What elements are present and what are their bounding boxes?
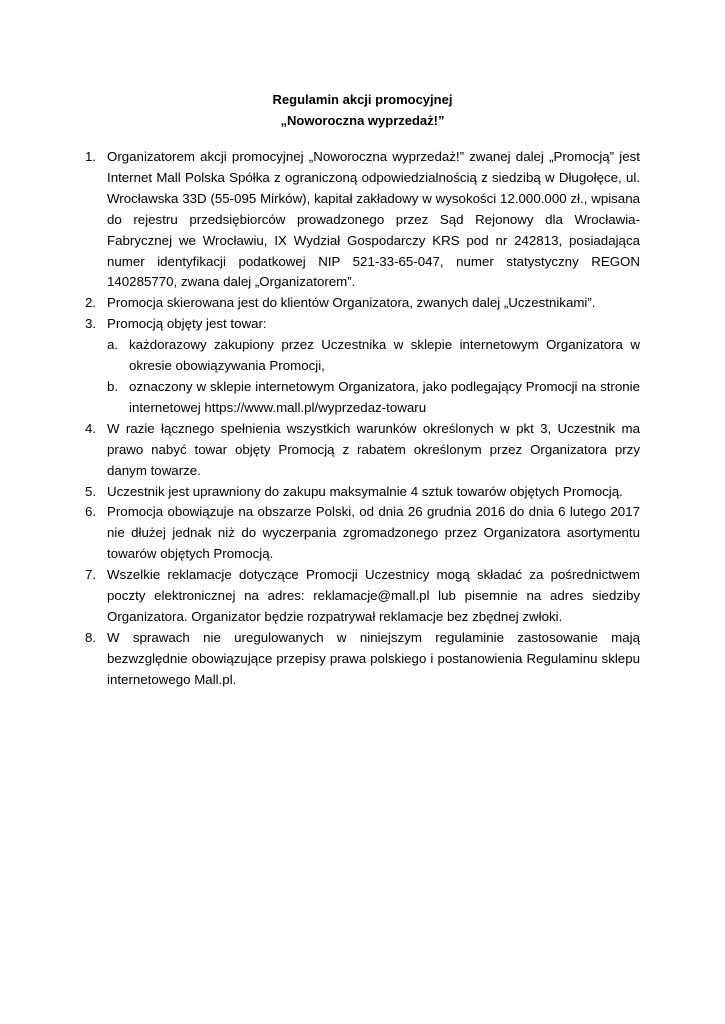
subitem-text: oznaczony w sklepie internetowym Organizatora, jako podlegający Promocji na stronie internetowej https://www.mall.pl/wyprzedaz-towaru	[129, 378, 640, 415]
rule-text: Wszelkie reklamacje dotyczące Promocji Uczestnicy mogą składać za pośrednictwem poczty elektronicznej na adres: reklamacje@mall.pl lub pisemnie na adres siedziby Organizatora. Organizator będzie rozpatrywał reklamacje bez zbędnej zwłoki.	[107, 567, 640, 624]
subitem-text: każdorazowy zakupiony przez Uczestnika w sklepie internetowym Organizatora w okresie obowiązywania Promocji,	[129, 337, 640, 374]
rule-text: Promocją objęty jest towar:	[107, 316, 267, 332]
title-line-1: Regulamin akcji promocyjnej	[272, 92, 453, 107]
rule-item-1	[85, 147, 640, 293]
subitem-letter: a.	[107, 337, 119, 353]
rule-3-subitems	[107, 335, 640, 419]
rule-text: W razie łącznego spełnienia wszystkich warunków określonych w pkt 3, Uczestnik ma prawo nabyć towar objęty Promocją z rabatem określonym przez Organizatora przy danym towarze.	[107, 420, 640, 478]
title-line-2: „Noworoczna wyprzedaż!”	[280, 113, 445, 128]
rules-list	[85, 147, 640, 691]
rule-number: 6.	[85, 504, 97, 520]
document-title	[0, 89, 725, 131]
rule-number: 2.	[85, 295, 97, 311]
rule-number: 5.	[85, 483, 97, 499]
rule-number: 1.	[85, 149, 97, 164]
rule-number: 8.	[85, 629, 97, 645]
rule-item-4	[85, 419, 640, 482]
rule-number: 3.	[85, 316, 97, 332]
rule-text: Uczestnik jest uprawniony do zakupu maksymalnie 4 sztuk towarów objętych Promocją.	[107, 483, 623, 499]
rule-item-5	[85, 482, 640, 503]
rule-number: 4.	[85, 420, 97, 436]
subitem-b	[107, 377, 640, 419]
rule-text: Promocja skierowana jest do klientów Organizatora, zwanych dalej „Uczestnikami”.	[107, 295, 596, 311]
rule-item-8	[85, 628, 640, 691]
subitem-letter: b.	[107, 378, 119, 394]
rule-text: Organizatorem akcji promocyjnej „Noworoczna wyprzedaż!” zwanej dalej „Promocją” jest Internet Mall Polska Spółka z ograniczoną odpowiedzialnością z siedzibą w Długołęce, ul. Wrocławska 33D (55-095 Mirków), kapitał zakładowy w wysokości 12.000.000 zł., wpisana do rejestru przedsiębiorców prowadzonego przez Sąd Rejonowy dla Wrocławia-Fabrycznej we Wrocławiu, IX Wydział Gospodarczy KRS pod nr 242813, posiadająca numer identyfikacji podatkowej NIP 521-33-65-047, numer statystyczny REGON 140285770, zwana dalej „Organizatorem”.	[107, 149, 640, 290]
rule-number: 7.	[85, 567, 97, 583]
rule-item-3	[85, 314, 640, 419]
rule-item-2	[85, 293, 640, 314]
rule-item-6	[85, 502, 640, 565]
subitem-a	[107, 335, 640, 377]
rule-text: W sprawach nie uregulowanych w niniejszym regulaminie zastosowanie mają bezwzględnie obowiązujące przepisy prawa polskiego i postanowienia Regulaminu sklepu internetowego Mall.pl.	[107, 629, 640, 687]
rule-text: Promocja obowiązuje na obszarze Polski, od dnia 26 grudnia 2016 do dnia 6 lutego 2017 nie dłużej jednak niż do wyczerpania zgromadzonego przez Organizatora asortymentu towarów objętych Promocją.	[107, 504, 640, 562]
rule-item-7	[85, 565, 640, 628]
